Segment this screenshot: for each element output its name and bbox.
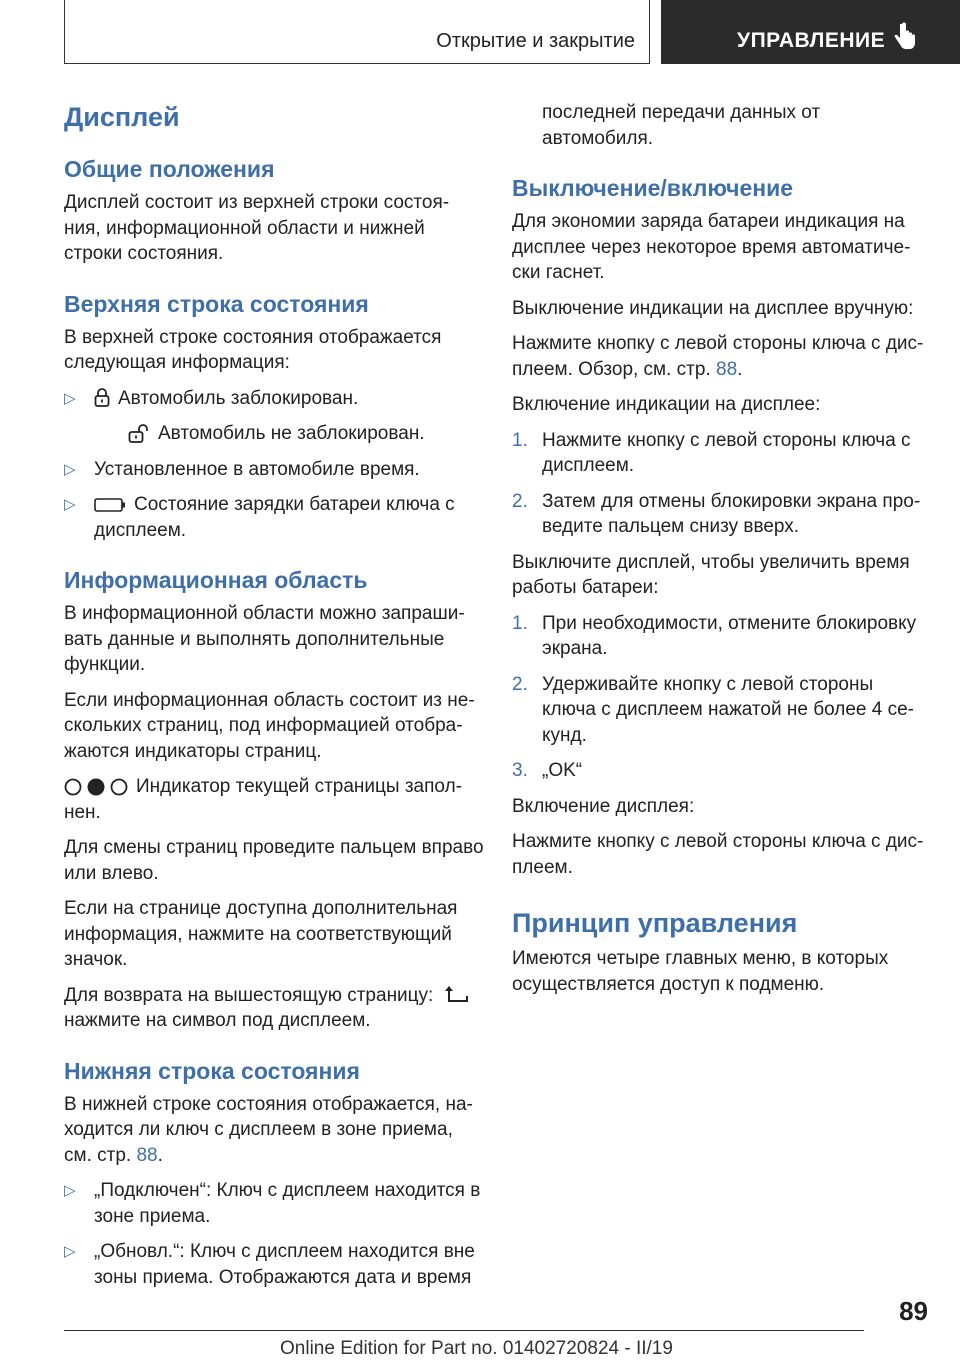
unlocked-line [94, 421, 484, 447]
paragraph-onoff-7: Нажмите кнопку с левой стороны ключа с дис-плеем. [512, 831, 924, 878]
header-section-box [64, 0, 650, 64]
header-section-title: Открытие и закрытие [436, 30, 635, 52]
triangle-bullet-icon: ▷ [64, 1182, 76, 1199]
steps-on-list [512, 428, 932, 540]
heading-bottom-status: Нижняя строка состояния [64, 1057, 360, 1084]
page-indicator-dots-icon [64, 777, 128, 797]
step-text: Затем для отмены блокировки экрана про-ведите пальцем снизу вверх. [542, 490, 921, 537]
list-item [64, 386, 484, 447]
paragraph-info-1: В информационной области можно запраши-вать данные и выполнять дополнительные функции. [64, 603, 465, 675]
bottom-status-list [64, 1178, 484, 1290]
heading-info-area: Информационная область [64, 567, 368, 593]
header-chapter-title: УПРАВЛЕНИЕ [737, 29, 886, 52]
paragraph-info-3 [64, 774, 484, 825]
time-label: Установленное в автомобиле время. [94, 458, 420, 480]
page-ref-link[interactable]: 88 [716, 358, 738, 380]
paragraph-onoff-6: Включение дисплея: [512, 795, 695, 817]
list-item [64, 492, 484, 543]
paragraph-info-6 [64, 983, 484, 1009]
onoff-3-text: Нажмите кнопку с левой стороны ключа с дис-плеем. Обзор, см. стр. [512, 333, 924, 380]
paragraph-bottom-status: В нижней строке состояния отображается, на-ходится ли ключ с дисплеем в зоне приема, см. стр. 88. [64, 1093, 473, 1166]
list-item: 2. Удерживайте кнопку с левой стороны ключа с дисплеем нажатой не более 4 се-кунд. [512, 673, 914, 746]
list-item: 3. „OK“ [512, 760, 583, 781]
header-chapter-box [661, 0, 960, 64]
step-text: „OK“ [542, 760, 583, 781]
connected-label: „Подключен“: Ключ с дисплеем находится в зоне приема. [94, 1180, 481, 1227]
step-text: Удерживайте кнопку с левой стороны ключа с дисплеем нажатой не более 4 се-кунд. [542, 673, 914, 746]
steps-off-list [512, 611, 932, 784]
page-indicator-text: Индикатор текущей страницы запол-нен. [64, 776, 462, 823]
paragraph-info-7: нажмите на символ под дисплеем. [64, 1010, 371, 1031]
battery-label: Состояние зарядки батареи ключа с дисплеем. [94, 494, 455, 541]
list-item: 1. Нажмите кнопку с левой стороны ключа с дисплеем. [512, 429, 911, 476]
heading-general: Общие положения [64, 156, 275, 182]
page-title: Дисплей [64, 102, 180, 132]
paragraph-continued: последней передачи данных от автомобиля. [542, 102, 821, 149]
triangle-bullet-icon: ▷ [64, 460, 76, 478]
paragraph-onoff-2: Выключение индикации на дисплее вручную: [512, 297, 914, 319]
lock-closed-icon [94, 388, 110, 408]
paragraph-principle: Имеются четыре главных меню, в которых осуществляется доступ к подменю. [512, 948, 889, 995]
unlocked-label: Автомобиль не заблокирован. [158, 423, 425, 444]
page-number: 89 [899, 1296, 928, 1326]
updated-label: „Обновл.“: Ключ с дисплеем находится вне зоны приема. Отображаются дата и время [94, 1241, 475, 1288]
back-text: Для возврата на вышестоящую страницу: [64, 984, 434, 1006]
paragraph-onoff-1: Для экономии заряда батареи индикация на дисплее через некоторое время автоматиче-ски гаснет. [512, 211, 911, 283]
paragraph-onoff-3: Нажмите кнопку с левой стороны ключа с дис-плеем. Обзор, см. стр. 88. [512, 333, 924, 380]
heading-on-off: Выключение/включение [512, 175, 794, 201]
back-arrow-icon [445, 985, 471, 1005]
hand-pointer-icon [893, 22, 917, 52]
paragraph-info-5: Если на странице доступна дополнительная информация, нажмите на соответствующий значок. [64, 898, 458, 970]
paragraph-info-2: Если информационная область состоит из не-скольких страниц, под информацией отобра-жаются индикаторы страниц. [64, 689, 475, 762]
paragraph-onoff-5: Выключите дисплей, чтобы увеличить время работы батареи: [512, 551, 910, 598]
triangle-bullet-icon: ▷ [64, 1243, 76, 1260]
paragraph-info-4: Для смены страниц проведите пальцем вправо или влево. [64, 837, 484, 884]
page-ref-link[interactable]: 88 [136, 1144, 158, 1166]
list-item: 2. Затем для отмены блокировки экрана про-ведите пальцем снизу вверх. [512, 490, 921, 537]
paragraph-general: Дисплей состоит из верхней строки состоя-ния, информационной области и нижней строки состояния. [64, 192, 450, 264]
left-column [64, 100, 484, 1300]
paragraph-onoff-4: Включение индикации на дисплее: [512, 394, 821, 415]
list-item [64, 1239, 484, 1290]
battery-icon [94, 498, 126, 512]
triangle-bullet-icon: ▷ [64, 389, 76, 407]
list-item: 1. При необходимости, отмените блокировку экрана. [512, 612, 917, 659]
footer-edition: Online Edition for Part no. 01402720824 - II/19 [280, 1338, 673, 1359]
heading-top-status: Верхняя строка состояния [64, 290, 369, 317]
triangle-bullet-icon: ▷ [64, 496, 76, 513]
heading-principle: Принцип управления [512, 908, 798, 938]
top-status-list [64, 386, 484, 544]
right-column [512, 100, 932, 1007]
bottom-status-text: В нижней строке состояния отображается, на-ходится ли ключ с дисплеем в зоне приема, см. стр. [64, 1093, 473, 1166]
locked-label: Автомобиль заблокирован. [118, 387, 359, 409]
step-text: Нажмите кнопку с левой стороны ключа с дисплеем. [542, 429, 911, 476]
list-item [64, 457, 484, 483]
footer-divider [64, 1330, 864, 1331]
lock-open-icon [128, 424, 150, 444]
step-text: При необходимости, отмените блокировку экрана. [542, 612, 917, 659]
list-item [64, 1178, 484, 1229]
paragraph-top-status: В верхней строке состояния отображается следующая информация: [64, 326, 442, 373]
